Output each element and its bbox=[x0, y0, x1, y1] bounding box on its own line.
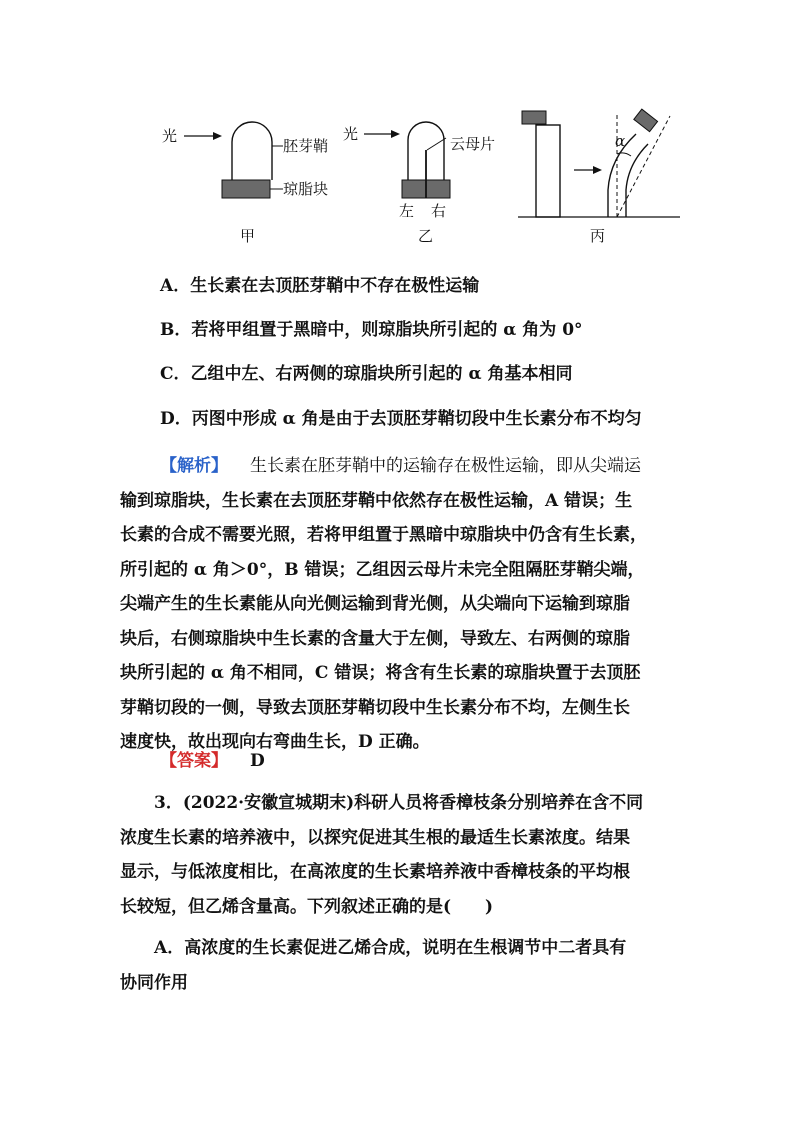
yi-light-label: 光 bbox=[343, 125, 359, 143]
jia-agar-label: 琼脂块 bbox=[283, 180, 329, 198]
option-c: C．乙组中左、右两侧的琼脂块所引起的 α 角基本相同 bbox=[160, 364, 573, 384]
yi-mica-label: 云母片 bbox=[450, 135, 496, 153]
analysis-line-5: 尖端产生的生长素能从向光侧运输到背光侧，从尖端向下运输到琼脂 bbox=[120, 594, 630, 614]
analysis-text-1: 生长素在胚芽鞘中的运输存在极性运输，即从尖端运 bbox=[250, 456, 641, 476]
option-b: B．若将甲组置于黑暗中，则琼脂块所引起的 α 角为 0° bbox=[160, 320, 583, 340]
yi-caption: 乙 bbox=[418, 227, 434, 245]
analysis-line-9: 速度快，故出现向右弯曲生长，D 正确。 bbox=[120, 732, 430, 752]
bing-alpha-label: α bbox=[615, 132, 626, 150]
analysis-line-8: 芽鞘切段的一侧，导致去顶胚芽鞘切段中生长素分布不均，左侧生长 bbox=[120, 697, 630, 718]
q3-option-a-line-1 bbox=[120, 931, 680, 966]
analysis-line-3: 长素的合成不需要光照，若将甲组置于黑暗中琼脂块中仍含有生长素， bbox=[120, 525, 647, 545]
analysis-line-4: 所引起的 α 角＞0°，B 错误；乙组因云母片未完全阻隔胚芽鞘尖端， bbox=[120, 559, 645, 580]
bing-stem-segment bbox=[536, 125, 560, 217]
yi-right-label: 右 bbox=[431, 202, 447, 220]
yi-left-label: 左 bbox=[399, 202, 415, 220]
jia-caption: 甲 bbox=[240, 227, 256, 245]
panel-bing bbox=[518, 109, 680, 245]
analysis-block bbox=[120, 449, 680, 760]
panel-yi bbox=[343, 122, 495, 245]
bing-agar-block-left bbox=[522, 111, 546, 124]
jia-arrowhead-icon bbox=[213, 132, 222, 140]
analysis-line-7: 块所引起的 α 角不相同，C 错误；将含有生长素的琼脂块置于去顶胚 bbox=[120, 663, 641, 683]
analysis-line-1 bbox=[120, 449, 680, 484]
answer-line bbox=[160, 745, 265, 778]
q3-line-2: 浓度生长素的培养液中，以探究促进其生根的最适生长素浓度。结果 bbox=[120, 827, 630, 848]
analysis-line-2: 输到琼脂块，生长素在去顶胚芽鞘中依然存在极性运输，A 错误；生 bbox=[120, 490, 633, 511]
answer-value: D bbox=[250, 751, 265, 771]
q3-option-a-line-2: 协同作用 bbox=[120, 972, 188, 993]
yi-mica-pointer bbox=[427, 138, 446, 150]
yi-arrowhead-icon bbox=[391, 130, 400, 138]
experiment-figure bbox=[150, 98, 690, 248]
q3-option-a-text-1: A．高浓度的生长素促进乙烯合成，说明在生根调节中二者具有 bbox=[154, 938, 627, 958]
analysis-line-6: 块后，右侧琼脂块中生长素的含量大于左侧，导致左、右两侧的琼脂 bbox=[120, 628, 630, 649]
jia-coleoptile-label: 胚芽鞘 bbox=[283, 137, 329, 155]
analysis-tag: 【解析】 bbox=[160, 456, 228, 476]
q3-line-3: 显示，与低浓度相比，在高浓度的生长素培养液中香樟枝条的平均根 bbox=[120, 862, 630, 882]
q3-line-1 bbox=[120, 786, 680, 821]
q3-line-4: 长较短，但乙烯含量高。下列叙述正确的是( ) bbox=[120, 896, 494, 917]
question-3 bbox=[120, 786, 680, 924]
q3-text-1: 3．(2022·安徽宣城期末)科研人员将香樟枝条分别培养在含不同 bbox=[154, 793, 644, 813]
panel-jia bbox=[162, 122, 328, 245]
bing-caption: 丙 bbox=[590, 227, 606, 245]
jia-coleoptile-shape bbox=[232, 122, 272, 180]
figure-svg bbox=[150, 98, 690, 248]
bing-arrowhead-icon bbox=[593, 166, 602, 174]
option-d: D．丙图中形成 α 角是由于去顶胚芽鞘切段中生长素分布不均匀 bbox=[160, 409, 642, 429]
option-a: A．生长素在去顶胚芽鞘中不存在极性运输 bbox=[160, 276, 480, 296]
answer-tag: 【答案】 bbox=[160, 751, 228, 771]
jia-light-label: 光 bbox=[162, 127, 178, 145]
jia-agar-block bbox=[222, 180, 270, 198]
q3-option-a bbox=[120, 931, 680, 1000]
bing-agar-block-top bbox=[634, 109, 658, 132]
